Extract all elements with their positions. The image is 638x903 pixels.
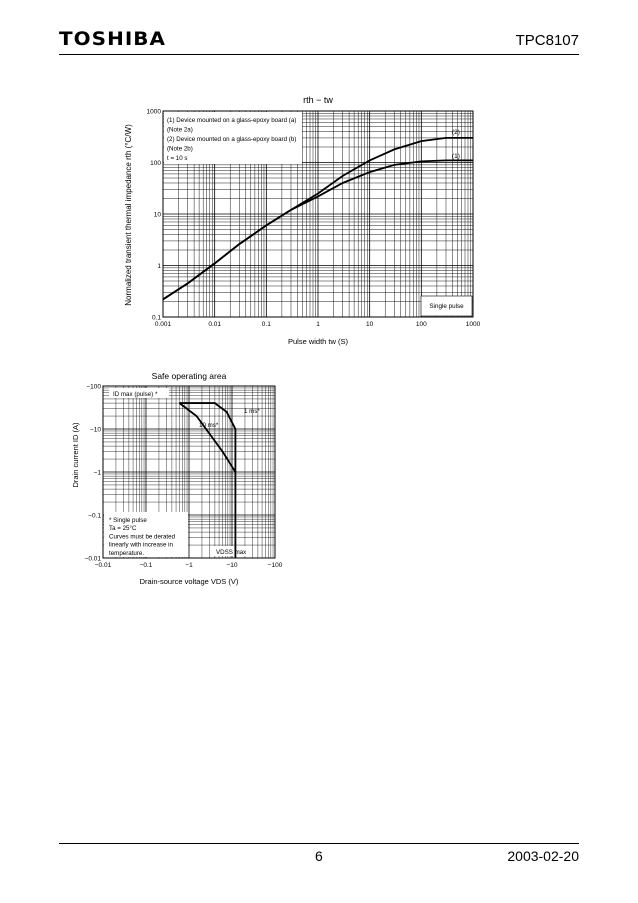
y-tick-label: 100 xyxy=(150,160,161,167)
x-tick-label: 100 xyxy=(415,321,427,328)
legend-line: (1) Device mounted on a glass-epoxy board (a) xyxy=(167,117,297,124)
x-tick-label: −0.01 xyxy=(94,562,112,569)
toshiba-logo: TOSHIBA xyxy=(59,28,167,50)
chart-title: Safe operating area xyxy=(151,371,227,381)
part-number: TPC8107 xyxy=(515,32,579,49)
single-pulse-note: Single pulse xyxy=(429,303,464,310)
legend-line: t = 10 s xyxy=(167,155,188,162)
x-tick-label: −10 xyxy=(226,562,238,569)
page-number: 6 xyxy=(315,848,323,864)
y-tick-label: 1 xyxy=(157,263,161,270)
series-label-1: (1) xyxy=(452,153,460,160)
y-tick-label: −10 xyxy=(89,426,101,434)
y-tick-label: 10 xyxy=(153,211,161,219)
x-tick-label: −0.1 xyxy=(139,562,153,569)
x-tick-label: −1 xyxy=(185,562,193,569)
x-tick-label: 0.1 xyxy=(261,321,271,328)
one-ms-label: 1 ms* xyxy=(244,408,260,415)
note-line: Ta = 25°C xyxy=(109,525,137,533)
y-tick-label: 0.1 xyxy=(151,314,161,322)
x-axis-label: Drain-source voltage VDS (V) xyxy=(139,577,239,586)
series-label-2: (2) xyxy=(452,129,460,136)
x-axis-label: Pulse width tw (S) xyxy=(287,337,349,346)
legend-line: (Note 2b) xyxy=(167,145,193,153)
x-tick-label: 10 xyxy=(366,321,374,328)
x-tick-label: 0.01 xyxy=(208,321,221,328)
vdss-max-label: VDSS max xyxy=(216,549,247,556)
y-axis-label: Normalized transient thermal impedance rth (°C/W) xyxy=(124,124,133,306)
note-line: linearly with increase in xyxy=(109,541,173,549)
x-tick-label: 1 xyxy=(316,321,320,328)
note-line: * Single pulse xyxy=(109,517,147,524)
y-tick-label: 1000 xyxy=(146,108,161,116)
x-tick-label: 1000 xyxy=(465,321,481,328)
x-tick-label: −100 xyxy=(267,562,283,569)
id-max-pulse-label: ID max (pulse) * xyxy=(113,391,158,398)
footer-rule xyxy=(59,843,579,844)
y-tick-label: −100 xyxy=(86,383,101,391)
y-axis-label: Drain current ID (A) xyxy=(71,422,80,488)
y-tick-label: −0.01 xyxy=(84,555,101,563)
y-tick-label: −1 xyxy=(93,469,101,477)
note-line: temperature. xyxy=(109,549,145,557)
document-date: 2003-02-20 xyxy=(507,848,579,864)
legend-line: (2) Device mounted on a glass-epoxy board (b) xyxy=(167,136,297,143)
chart-title: rth − tw xyxy=(303,95,333,105)
y-tick-label: −0.1 xyxy=(88,512,101,520)
legend-line: (Note 2a) xyxy=(167,126,193,134)
x-tick-label: 0.001 xyxy=(154,321,172,328)
note-line: Curves must be derated xyxy=(109,533,176,541)
ten-ms-label: 10 ms* xyxy=(199,422,219,429)
